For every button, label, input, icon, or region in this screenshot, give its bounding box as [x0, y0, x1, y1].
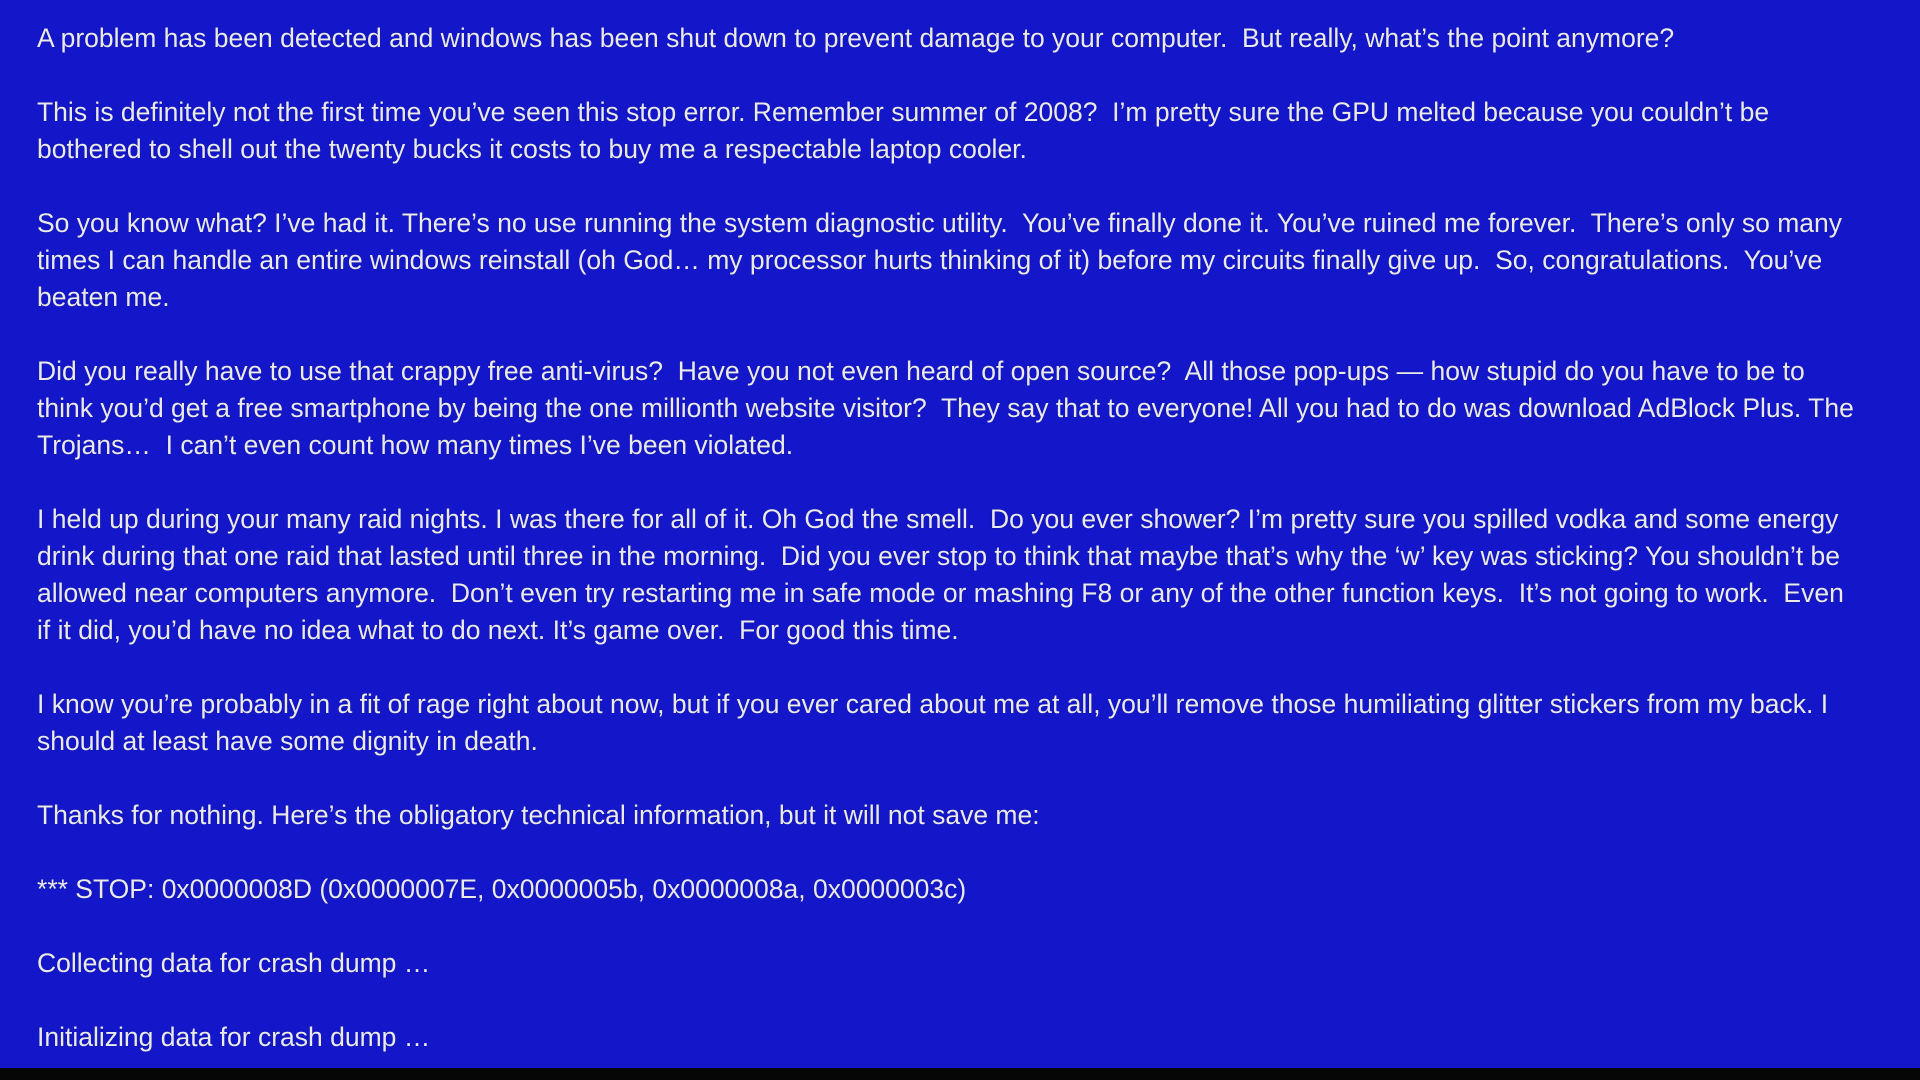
bsod-paragraph-problem-detected: A problem has been detected and windows has been shut down to prevent damage to your computer. But really, what’s the point anymore?	[37, 23, 1675, 53]
bsod-paragraph-raid-nights: I held up during your many raid nights. I was there for all of it. Oh God the smell. Do you ever shower? I’m pretty sure you spilled vodka and some energy drink during that one raid that lasted until three in the morning. Did you ever stop to think that maybe that’s why the ‘w’ key was sticking? You shouldn’t be allowed near computers anymore. Don’t even try restarting me in safe mode or mashing F8 or any of the other function keys. It’s not going to work. Even if it did, you’d have no idea what to do next. It’s game over. For good this time.	[37, 504, 1852, 645]
bottom-black-bar	[0, 1068, 1920, 1080]
bsod-paragraph-thanks-for-nothing: Thanks for nothing. Here’s the obligatory technical information, but it will not save me:	[37, 800, 1040, 830]
crash-dump-collecting-line: Collecting data for crash dump …	[37, 948, 431, 978]
bsod-paragraph-glitter-stickers: I know you’re probably in a fit of rage right about now, but if you ever cared about me at all, you’ll remove those humiliating glitter stickers from my back. I should at least have some dignity in death.	[37, 689, 1836, 756]
crash-dump-initializing-line: Initializing data for crash dump …	[37, 1022, 431, 1052]
bsod-paragraph-antivirus-rant: Did you really have to use that crappy free anti-virus? Have you not even heard of open source? All those pop-ups — how stupid do you have to be to think you’d get a free smartphone by being the one millionth website visitor? They say that to everyone! All you had to do was download AdBlock Plus. The Trojans… I can’t even count how many times I’ve been violated.	[37, 356, 1861, 460]
bsod-paragraph-ruined-forever: So you know what? I’ve had it. There’s no use running the system diagnostic utility. You’ve finally done it. You’ve ruined me forever. There’s only so many times I can handle an entire windows reinstall (oh God… my processor hurts thinking of it) before my circuits finally give up. So, congratulations. You’ve beaten me.	[37, 208, 1850, 312]
bsod-paragraph-stop-error-history: This is definitely not the first time you’ve seen this stop error. Remember summer of 2008? I’m pretty sure the GPU melted because you couldn’t be bothered to shell out the twenty bucks it costs to buy me a respectable laptop cooler.	[37, 97, 1777, 164]
stop-code-line: *** STOP: 0x0000008D (0x0000007E, 0x0000005b, 0x0000008a, 0x0000003c)	[37, 874, 967, 904]
